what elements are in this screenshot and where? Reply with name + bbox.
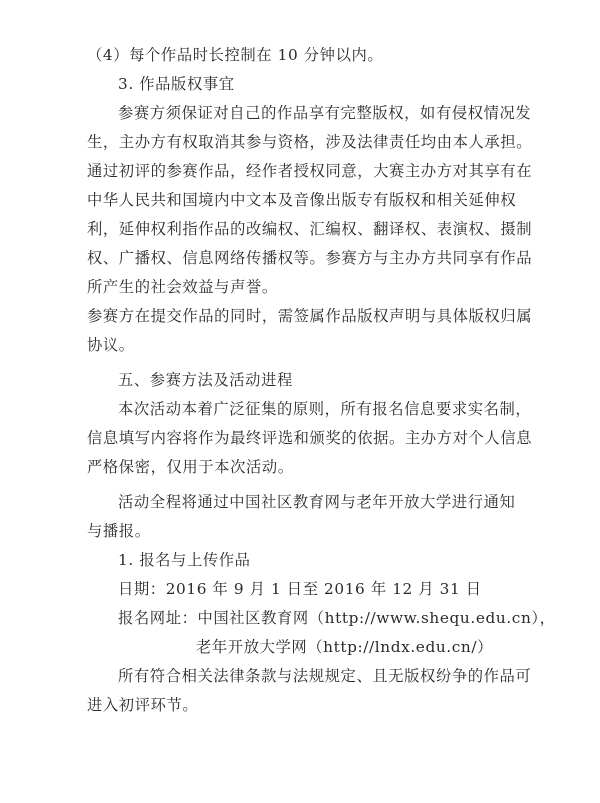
- list-item-duration-limit: （4）每个作品时长控制在 10 分钟以内。: [87, 46, 384, 64]
- paragraph-line: 信息填写内容将作为最终评选和颁奖的依据。主办方对个人信息: [87, 429, 533, 447]
- paragraph-line: 本次活动本着广泛征集的原则，所有报名信息要求实名制，: [118, 400, 532, 418]
- paragraph-line: 参赛方须保证对自己的作品享有完整版权，如有侵权情况发: [118, 104, 532, 122]
- paragraph-line: 中华人民共和国境内中文本及音像出版专有版权和相关延伸权: [87, 191, 517, 209]
- section-heading-copyright: 3. 作品版权事宜: [118, 75, 235, 93]
- paragraph-line: 通过初评的参赛作品，经作者授权同意，大赛主办方对其享有在: [87, 162, 533, 180]
- registration-date: 日期：2016 年 9 月 1 日至 2016 年 12 月 31 日: [118, 580, 482, 598]
- paragraph-line: 协议。: [87, 336, 135, 354]
- paragraph-line: 所产生的社会效益与声誉。: [87, 278, 278, 296]
- paragraph-line: 权、广播权、信息网络传播权等。参赛方与主办方共同享有作品: [87, 249, 533, 267]
- paragraph-line: 参赛方在提交作品的同时，需签属作品版权声明与具体版权归属: [87, 307, 533, 325]
- section-heading-participation: 五、参赛方法及活动进程: [118, 371, 293, 389]
- registration-url: 报名网址：中国社区教育网（http://www.shequ.edu.cn），: [118, 609, 556, 627]
- paragraph-line: 活动全程将通过中国社区教育网与老年开放大学进行通知: [118, 493, 516, 511]
- section-heading-registration: 1. 报名与上传作品: [118, 551, 251, 569]
- paragraph-line: 进入初评环节。: [87, 696, 199, 714]
- paragraph-line: 所有符合相关法律条款与法规规定、且无版权纷争的作品可: [118, 667, 532, 685]
- paragraph-line: 与播报。: [87, 522, 151, 540]
- registration-url-alt: 老年开放大学网（http://lndx.edu.cn/）: [196, 638, 494, 656]
- paragraph-line: 生，主办方有权取消其参与资格，涉及法律责任均由本人承担。: [87, 133, 533, 151]
- paragraph-line: 严格保密，仅用于本次活动。: [87, 458, 294, 476]
- paragraph-line: 利，延伸权利指作品的改编权、汇编权、翻译权、表演权、摄制: [87, 220, 533, 238]
